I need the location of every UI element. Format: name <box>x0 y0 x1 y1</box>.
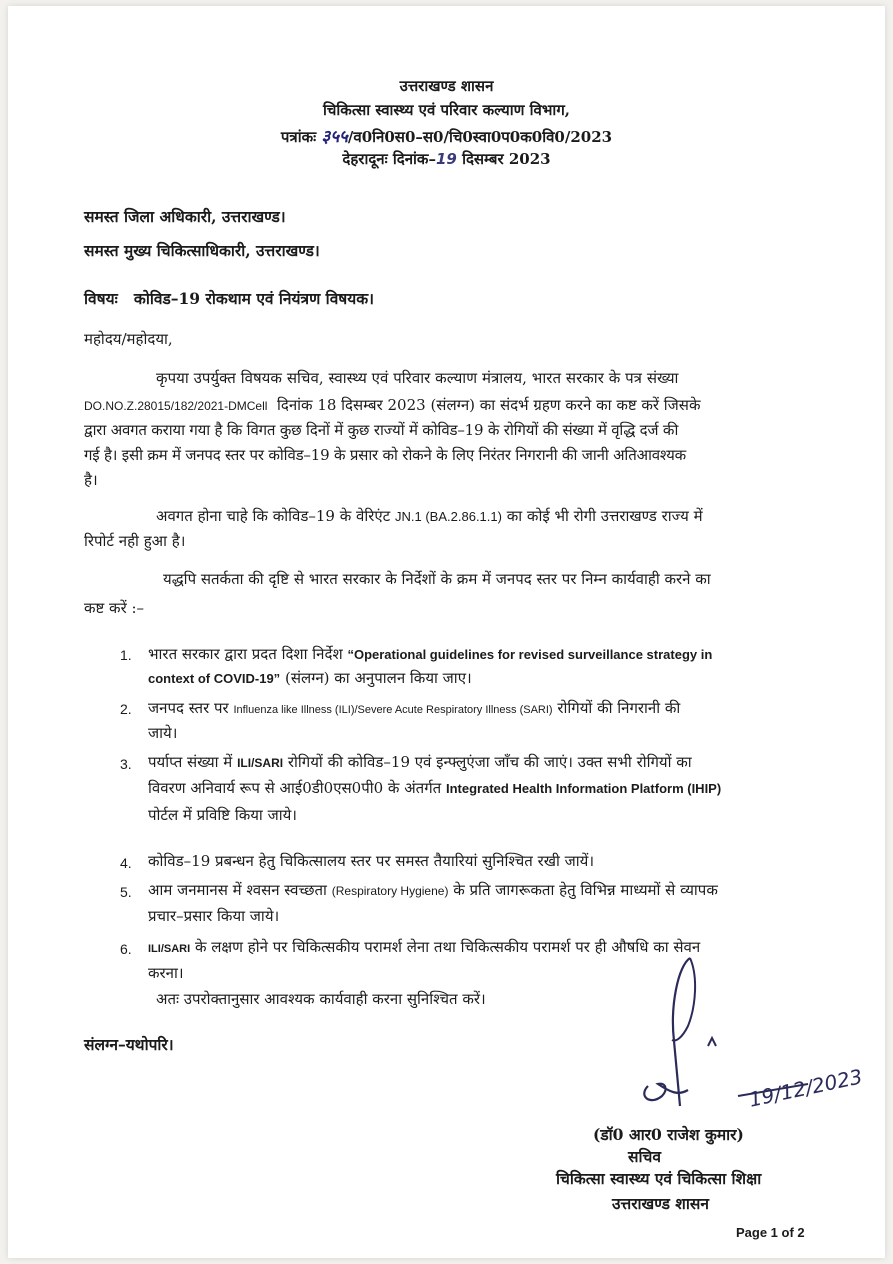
variant-name: JN.1 (BA.2.86.1.1) <box>395 509 502 524</box>
letter-number: DO.NO.Z.28015/182/2021-DMCell <box>84 399 268 413</box>
para2-line2: रिपोर्ट नही हुआ है। <box>84 532 186 550</box>
item-1-number: 1. <box>120 647 132 663</box>
para1-line2-text: दिनांक 18 दिसम्बर 2023 (संलग्न) का संदर्भ ग्रहण करने का कष्ट करें जिसके <box>276 396 701 414</box>
item-1-text-a: भारत सरकार द्वारा प्रदत दिशा निर्देश <box>148 645 343 663</box>
letter-page <box>8 6 885 1258</box>
item-6-ili-sari: ILI/SARI <box>148 943 191 955</box>
item-6-line2: करना। <box>148 964 184 982</box>
item-5-number: 5. <box>120 884 132 900</box>
closing-line: अतः उपरोक्तानुसार आवश्यक कार्यवाही करना सुनिश्चित करें। <box>156 990 486 1008</box>
item-1-guideline-title-cont: context of COVID-19” <box>148 671 281 686</box>
date-prefix: देहरादूनः दिनांक– <box>342 150 436 168</box>
item-3-ili-sari: ILI/SARI <box>237 756 284 770</box>
date-suffix: दिसम्बर 2023 <box>462 150 551 168</box>
item-6-number: 6. <box>120 941 132 957</box>
signatory-designation: सचिव <box>628 1147 661 1166</box>
handwritten-date: 19/12/2023 <box>746 1064 865 1112</box>
item-1-guideline-title: “Operational guidelines for revised surveillance strategy in <box>347 647 713 662</box>
item-5-line2: प्रचार–प्रसार किया जाये। <box>148 907 280 925</box>
item-2-text-c: रोगियों की निगरानी की <box>557 699 681 717</box>
item-3-text-a: पर्याप्त संख्या में <box>148 753 233 771</box>
header-department: चिकित्सा स्वास्थ्य एवं परिवार कल्याण विभाग, <box>323 101 570 119</box>
subject-text: कोविड–19 रोकथाम एवं नियंत्रण विषयक। <box>133 289 375 308</box>
para1-line2 <box>84 395 700 415</box>
item-3-text-c: रोगियों की कोविड–19 एवं इन्फ्लुएंजा जाँच की जाएं। उक्त सभी रोगियों का <box>287 753 692 771</box>
para1-line3: द्वारा अवगत कराया गया है कि विगत कुछ दिनों में कुछ राज्यों में कोविड–19 के रोगियों की संख्या में वृद्धि दर्ज की <box>84 421 679 439</box>
para3-line2: कष्ट करें :– <box>84 599 145 617</box>
para2-line1 <box>156 506 703 526</box>
header-govt: उत्तराखण्ड शासन <box>399 77 494 95</box>
recipient-1: समस्त जिला अधिकारी, उत्तराखण्ड। <box>84 207 286 226</box>
page-number: Page 1 of 2 <box>736 1225 805 1240</box>
para1-line1: कृपया उपर्युक्त विषयक सचिव, स्वास्थ्य एवं परिवार कल्याण मंत्रालय, भारत सरकार के पत्र संख्या <box>156 369 679 387</box>
ref-prefix: पत्रांकः <box>280 128 317 146</box>
item-4-number: 4. <box>120 855 132 871</box>
ref-number-handwritten: ३५५ <box>321 127 348 147</box>
para2-text-c: का कोई भी रोगी उत्तराखण्ड राज्य में <box>506 507 703 525</box>
para1-line4: गई है। इसी क्रम में जनपद स्तर पर कोविड–19 के प्रसार को रोकने के लिए निरंतर निगरानी की जानी अतिआवश्यक <box>84 446 686 464</box>
item-5-text-a: आम जनमानस में श्वसन स्वच्छता <box>148 881 327 899</box>
item-3-number: 3. <box>120 756 132 772</box>
item-3-ihip: Integrated Health Information Platform (IHIP) <box>446 781 722 796</box>
para1-line5: है। <box>84 471 98 489</box>
para3-line1: यद्धपि सतर्कता की दृष्टि से भारत सरकार के निर्देशों के क्रम में जनपद स्तर पर निम्न कार्यवाही करने का <box>163 570 711 588</box>
signatory-name: (डॉ0 आर0 राजेश कुमार) <box>593 1125 744 1144</box>
item-3-text-d: विवरण अनिवार्य रूप से आई0डी0एस0पी0 के अंतर्गत <box>148 779 442 797</box>
enclosure-note: संलग्न–यथोपरि। <box>84 1035 174 1054</box>
subject-label: विषयः <box>84 289 118 308</box>
date-day-handwritten: 19 <box>435 150 457 168</box>
item-4-line1: कोविड–19 प्रबन्धन हेतु चिकित्सालय स्तर पर समस्त तैयारियां सुनिश्चित रखी जायें। <box>148 852 595 870</box>
item-3-line1 <box>148 752 692 772</box>
item-2-number: 2. <box>120 701 132 717</box>
item-1-text-b: (संलग्न) का अनुपालन किया जाए। <box>284 669 472 687</box>
item-1-line2 <box>148 668 472 688</box>
item-3-line2 <box>148 778 721 798</box>
item-5-respiratory-hygiene: (Respiratory Hygiene) <box>331 884 449 898</box>
item-5-text-c: के प्रति जागरूकता हेतु विभिन्न माध्यमों से व्यापक <box>453 881 718 899</box>
item-3-line3: पोर्टल में प्रविष्टि किया जाये। <box>148 806 297 824</box>
item-2-ili-sari: Influenza like Illness (ILI)/Severe Acute Respiratory Illness (SARI) <box>233 704 553 716</box>
signatory-dept-line2: उत्तराखण्ड शासन <box>612 1194 709 1213</box>
header-date <box>8 149 885 169</box>
item-2-text-a: जनपद स्तर पर <box>148 699 229 717</box>
signatory-dept-line1: चिकित्सा स्वास्थ्य एवं चिकित्सा शिक्षा <box>556 1169 762 1188</box>
ref-suffix: /व0नि0स0–स0/चि0स्वा0प0क0वि0/2023 <box>347 128 613 146</box>
item-2-line1 <box>148 698 680 718</box>
item-1-line1 <box>148 644 712 664</box>
item-6-text-b: के लक्षण होने पर चिकित्सकीय परामर्श लेना तथा चिकित्सकीय परामर्श पर ही औषधि का सेवन <box>194 938 701 956</box>
item-5-line1 <box>148 880 718 900</box>
subject-line <box>84 287 374 309</box>
item-2-line2: जाये। <box>148 724 178 742</box>
header-reference <box>8 124 885 147</box>
salutation: महोदय/महोदया, <box>84 330 173 348</box>
para2-text-a: अवगत होना चाहे कि कोविड–19 के वेरिएंट <box>156 507 391 525</box>
recipient-2: समस्त मुख्य चिकित्साधिकारी, उत्तराखण्ड। <box>84 241 320 260</box>
